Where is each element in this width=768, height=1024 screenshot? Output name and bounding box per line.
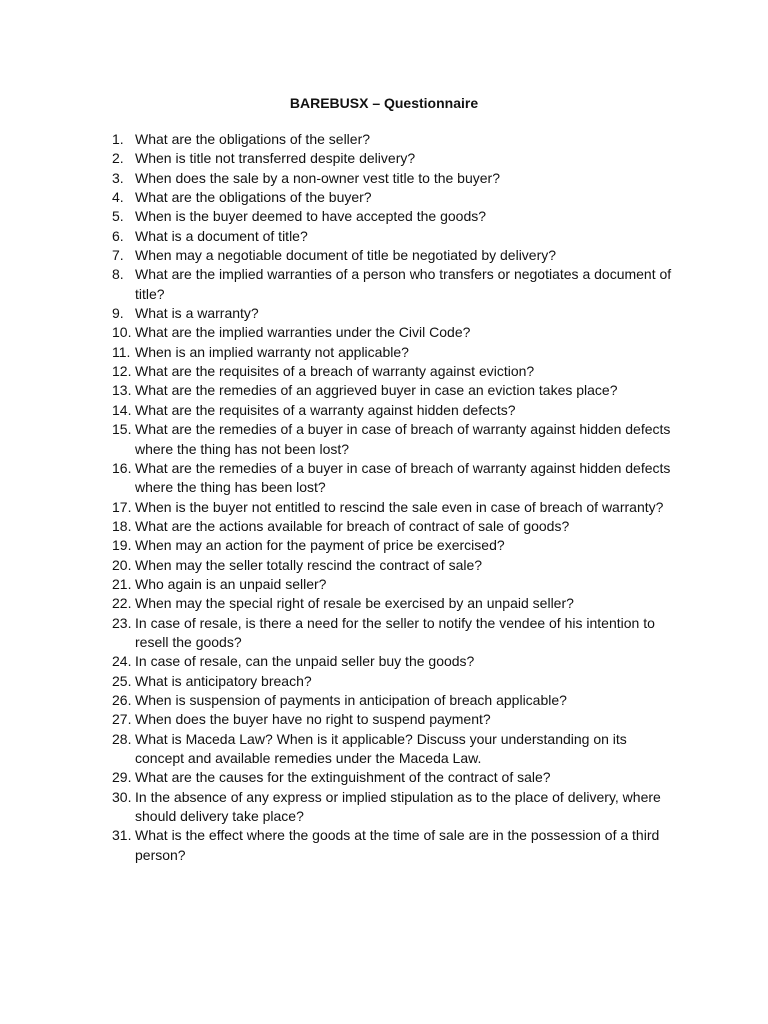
question-number: 20.	[112, 556, 132, 573]
question-text: Who again is an unpaid seller?	[135, 575, 327, 592]
question-text: What is anticipatory breach?	[135, 672, 312, 689]
question-item	[112, 517, 672, 536]
question-text: When may a negotiable document of title be negotiated by delivery?	[135, 247, 557, 264]
question-text: What are the remedies of an aggrieved buyer in case an eviction takes place?	[135, 382, 618, 399]
question-text: What are the causes for the extinguishment of the contract of sale?	[135, 769, 551, 786]
question-text: When may the seller totally rescind the contract of sale?	[135, 556, 483, 573]
question-number: 26.	[112, 691, 132, 708]
question-number: 3.	[112, 169, 124, 186]
question-text: When may an action for the payment of price be exercised?	[135, 537, 505, 554]
question-item	[112, 207, 672, 226]
question-number: 29.	[112, 769, 132, 786]
question-item	[112, 691, 672, 710]
question-number: 23.	[112, 614, 132, 631]
question-item	[112, 381, 672, 400]
question-text: In the absence of any express or implied stipulation as to the place of delivery, where should delivery take place?	[135, 788, 661, 825]
question-item	[112, 536, 672, 555]
question-item	[112, 788, 672, 827]
question-text: When is the buyer deemed to have accepted the goods?	[135, 208, 487, 225]
question-item	[112, 246, 672, 265]
question-text: When is suspension of payments in anticipation of breach applicable?	[135, 691, 567, 708]
question-text: When is an implied warranty not applicable?	[135, 343, 409, 360]
question-item	[112, 227, 672, 246]
question-item	[112, 420, 672, 459]
question-item	[112, 672, 672, 691]
question-text: What is a warranty?	[135, 305, 259, 322]
question-text: When is the buyer not entitled to rescind the sale even in case of breach of warranty?	[135, 498, 664, 515]
question-number: 25.	[112, 672, 132, 689]
question-text: What are the remedies of a buyer in case of breach of warranty against hidden defects where the thing has not been lost?	[135, 421, 671, 457]
question-item	[112, 768, 672, 787]
question-text: What are the requisites of a warranty against hidden defects?	[135, 401, 516, 418]
question-item	[112, 323, 672, 342]
question-text: What is Maceda Law? When is it applicable? Discuss your understanding on its concept and available remedies under the Maceda Law.	[135, 730, 627, 766]
question-item	[112, 826, 672, 865]
question-text: What are the actions available for breach of contract of sale of goods?	[135, 517, 570, 534]
question-number: 22.	[112, 595, 132, 612]
question-number: 21.	[112, 575, 132, 592]
question-list	[112, 130, 672, 865]
question-item	[112, 343, 672, 362]
question-number: 17.	[112, 498, 132, 515]
question-number: 27.	[112, 711, 132, 728]
question-text: When may the special right of resale be exercised by an unpaid seller?	[135, 595, 574, 612]
question-item	[112, 575, 672, 594]
question-number: 1.	[112, 131, 124, 147]
question-text: What is a document of title?	[135, 227, 308, 244]
question-item	[112, 149, 672, 168]
question-item	[112, 594, 672, 613]
question-text: What are the implied warranties of a person who transfers or negotiates a document of title?	[135, 266, 672, 302]
question-item	[112, 652, 672, 671]
question-text: When is title not transferred despite delivery?	[135, 150, 416, 167]
question-text: What are the remedies of a buyer in case of breach of warranty against hidden defects where the thing has been lost?	[135, 459, 671, 496]
question-text: What are the implied warranties under the Civil Code?	[135, 324, 471, 341]
question-item	[112, 459, 672, 498]
question-number: 24.	[112, 653, 132, 670]
question-number: 11.	[112, 343, 131, 360]
question-item	[112, 498, 672, 517]
question-item	[112, 362, 672, 381]
question-number: 30.	[112, 788, 132, 805]
question-number: 19.	[112, 537, 132, 554]
question-text: In case of resale, can the unpaid seller buy the goods?	[135, 653, 475, 670]
question-text: What are the requisites of a breach of warranty against eviction?	[135, 363, 535, 380]
document-title: BAREBUSX – Questionnaire	[289, 95, 479, 111]
question-number: 2.	[112, 150, 124, 167]
question-number: 15.	[112, 421, 132, 438]
question-text: When does the buyer have no right to suspend payment?	[135, 711, 491, 728]
question-text: When does the sale by a non-owner vest title to the buyer?	[135, 169, 500, 186]
question-item	[112, 710, 672, 729]
question-number: 16.	[112, 459, 132, 476]
question-item	[112, 265, 672, 304]
question-number: 6.	[112, 227, 124, 244]
question-item	[112, 730, 672, 769]
question-item	[112, 556, 672, 575]
question-text: What are the obligations of the buyer?	[135, 189, 372, 206]
question-number: 14.	[112, 401, 132, 418]
question-text: In case of resale, is there a need for the seller to notify the vendee of his intention to resell the goods?	[135, 614, 655, 650]
question-number: 9.	[112, 305, 124, 322]
question-number: 18.	[112, 517, 132, 534]
question-number: 12.	[112, 363, 132, 380]
question-number: 5.	[112, 208, 124, 225]
question-text: What is the effect where the goods at the time of sale are in the possession of a third person?	[135, 827, 660, 863]
question-item	[112, 304, 672, 323]
question-number: 10.	[112, 324, 132, 341]
question-text: What are the obligations of the seller?	[135, 131, 371, 147]
question-number: 13.	[112, 382, 132, 399]
question-item	[112, 130, 672, 149]
question-item	[112, 401, 672, 420]
question-item	[112, 614, 672, 653]
question-item	[112, 188, 672, 207]
question-number: 4.	[112, 189, 124, 206]
question-number: 28.	[112, 730, 132, 747]
question-number: 8.	[112, 266, 124, 283]
question-number: 31.	[112, 827, 132, 844]
question-item	[112, 169, 672, 188]
question-number: 7.	[112, 247, 124, 264]
